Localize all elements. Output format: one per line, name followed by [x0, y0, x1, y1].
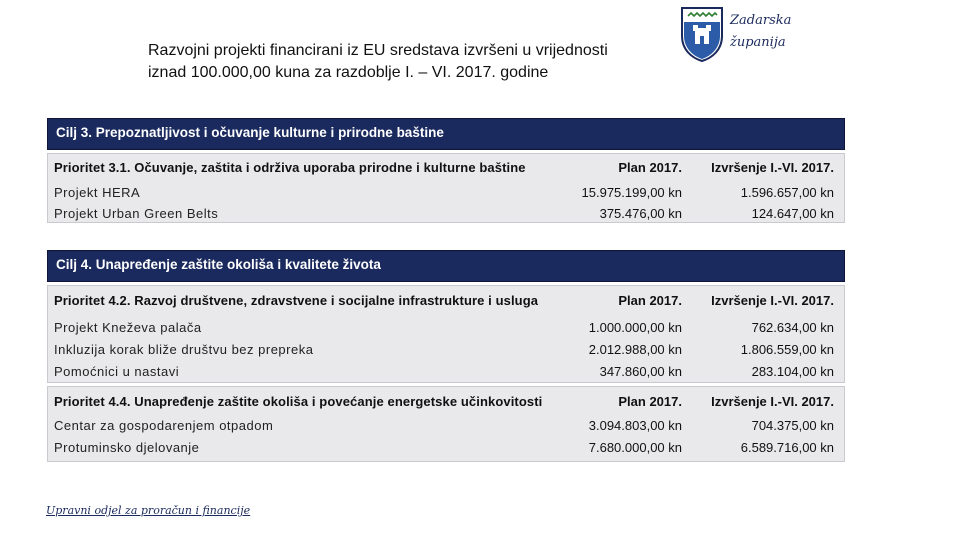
project-row: [54, 364, 838, 384]
footer-department: Upravni odjel za proračun i financije: [46, 504, 251, 517]
county-crest-icon: [680, 6, 724, 62]
priority-3-1-row: [54, 160, 838, 180]
project-row: [54, 440, 838, 460]
goal-4-header: Cilj 4. Unapređenje zaštite okoliša i kvalitete života: [47, 250, 845, 282]
county-name: [730, 10, 791, 54]
project-execution: 704.375,00 kn: [751, 418, 834, 433]
project-execution: 1.806.559,00 kn: [740, 342, 834, 357]
goal-4-priority-4-2-panel: [47, 285, 845, 383]
execution-header: Izvršenje I.-VI. 2017.: [711, 160, 834, 175]
project-name: Projekt Kneževa palača: [54, 320, 202, 335]
project-name: Centar za gospodarenjem otpadom: [54, 418, 274, 433]
project-row: [54, 418, 838, 438]
priority-label: Prioritet 3.1. Očuvanje, zaštita i održiva uporaba prirodne i kulturne baštine: [54, 160, 526, 175]
execution-header: Izvršenje I.-VI. 2017.: [711, 394, 834, 409]
project-name: Projekt HERA: [54, 185, 141, 200]
project-execution: 283.104,00 kn: [751, 364, 834, 379]
goal-3-panel: [47, 153, 845, 223]
project-plan: 2.012.988,00 kn: [588, 342, 682, 357]
project-plan: 3.094.803,00 kn: [588, 418, 682, 433]
project-name: Inkluzija korak bliže društvu bez prepreka: [54, 342, 314, 357]
project-execution: 762.634,00 kn: [751, 320, 834, 335]
project-plan: 7.680.000,00 kn: [588, 440, 682, 455]
plan-header: Plan 2017.: [618, 293, 682, 308]
project-execution: 124.647,00 kn: [751, 206, 834, 221]
county-name-line-1: Zadarska: [730, 13, 792, 28]
priority-4-2-row: [54, 293, 838, 313]
county-name-line-2: županija: [730, 35, 786, 50]
page-title-line-1: Razvojni projekti financirani iz EU sredstava izvršeni u vrijednosti: [148, 42, 608, 59]
project-row: [54, 185, 838, 205]
project-row: [54, 320, 838, 340]
goal-3-header: Cilj 3. Prepoznatljivost i očuvanje kulturne i prirodne baštine: [47, 118, 845, 150]
priority-4-4-row: [54, 394, 838, 414]
priority-label: Prioritet 4.4. Unapređenje zaštite okoliša i povećanje energetske učinkovitosti: [54, 394, 543, 409]
goal-4-priority-4-4-panel: [47, 386, 845, 462]
project-name: Pomoćnici u nastavi: [54, 364, 180, 379]
page-title-line-2: iznad 100.000,00 kuna za razdoblje I. – VI. 2017. godine: [148, 64, 549, 81]
project-plan: 15.975.199,00 kn: [581, 185, 682, 200]
project-name: Projekt Urban Green Belts: [54, 206, 219, 221]
goal-4-section: [47, 250, 845, 462]
goal-3-section: [47, 118, 845, 223]
priority-label: Prioritet 4.2. Razvoj društvene, zdravstvene i socijalne infrastrukture i usluga: [54, 293, 539, 308]
project-plan: 347.860,00 kn: [599, 364, 682, 379]
execution-header: Izvršenje I.-VI. 2017.: [711, 293, 834, 308]
page-title: [148, 40, 608, 84]
project-row: [54, 206, 838, 226]
project-execution: 1.596.657,00 kn: [740, 185, 834, 200]
project-execution: 6.589.716,00 kn: [740, 440, 834, 455]
plan-header: Plan 2017.: [618, 160, 682, 175]
plan-header: Plan 2017.: [618, 394, 682, 409]
project-plan: 375.476,00 kn: [599, 206, 682, 221]
project-row: [54, 342, 838, 362]
project-name: Protuminsko djelovanje: [54, 440, 200, 455]
project-plan: 1.000.000,00 kn: [588, 320, 682, 335]
